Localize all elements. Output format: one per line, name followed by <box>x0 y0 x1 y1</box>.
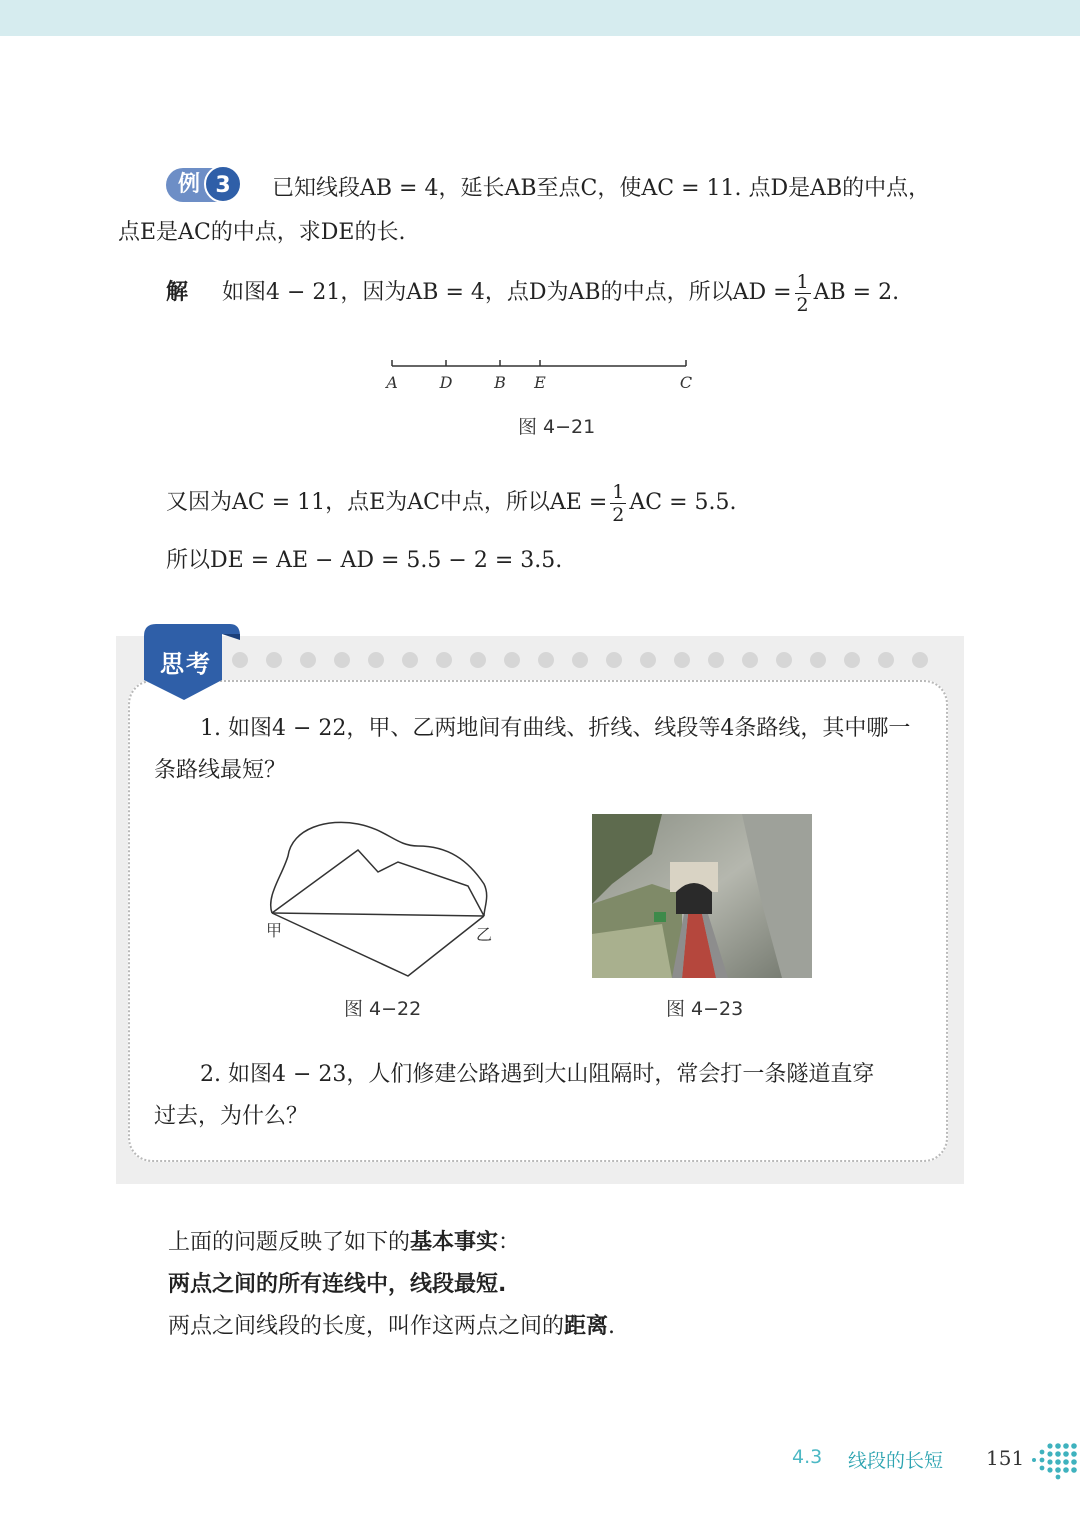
solution-line1-post: AB = 2. <box>813 280 900 305</box>
basic-fact-intro <box>168 1228 520 1258</box>
basic-fact-statement-text: 两点之间的所有连线中，线段最短. <box>168 1272 507 1297</box>
distance-definition-post: . <box>608 1314 616 1339</box>
page-dots-decoration-icon <box>1030 1440 1078 1480</box>
solution-line2 <box>166 476 737 530</box>
question-1-line1: 1. 如图4 − 22，甲、乙两地间有曲线、折线、线段等4条路线，其中哪一 <box>200 716 911 741</box>
footer-section-number: 4.3 <box>792 1446 823 1468</box>
question-1-line2: 条路线最短？ <box>154 758 287 783</box>
figure-4-22-routes <box>258 816 498 992</box>
fraction-numerator: 1 <box>796 270 809 293</box>
solution-line1-fraction <box>795 271 811 316</box>
tunnel-photo <box>592 814 812 978</box>
footer-section-title: 线段的长短 <box>848 1450 944 1472</box>
example-text-line1: 已知线段AB = 4，延长AB至点C，使AC = 11. 点D是AB的中点， <box>272 176 931 201</box>
fraction-numerator: 1 <box>612 480 625 503</box>
figure-4-22-caption: 图 4−22 <box>344 998 422 1020</box>
fraction-denominator: 2 <box>796 293 809 316</box>
example-badge-number: 3 <box>204 165 242 203</box>
solution-label: 解 <box>166 280 189 305</box>
point-label-e: E <box>534 373 546 392</box>
distance-definition-pre: 两点之间线段的长度，叫作这两点之间的 <box>168 1314 565 1339</box>
distance-definition <box>168 1312 615 1342</box>
example-badge-label: 例 <box>177 172 200 197</box>
example-text-line2: 点E是AC的中点，求DE的长. <box>118 220 406 245</box>
fraction-denominator: 2 <box>612 503 625 526</box>
point-label-a: A <box>386 373 398 392</box>
solution-line2-pre: 又因为AC = 11，点E为AC中点，所以AE = <box>166 490 608 515</box>
figure-4-21-caption: 图 4−21 <box>518 416 596 438</box>
solution-line3: 所以DE = AE − AD = 5.5 − 2 = 3.5. <box>166 548 563 573</box>
question-2-line1: 2. 如图4 − 23，人们修建公路遇到大山阻隔时，常会打一条隧道直穿 <box>200 1062 875 1087</box>
basic-fact-intro-pre: 上面的问题反映了如下的 <box>168 1230 411 1255</box>
page-number: 151 <box>986 1446 1025 1470</box>
basic-fact-intro-post: ： <box>498 1230 521 1255</box>
solution-line2-post: AC = 5.5. <box>629 490 737 515</box>
notebook-rings-decoration <box>230 650 950 670</box>
solution-line1-pre: 如图4 − 21，因为AB = 4，点D为AB的中点，所以AD = <box>222 280 792 305</box>
point-label-b: B <box>494 373 506 392</box>
point-label-c: C <box>679 373 693 392</box>
example-badge <box>166 165 242 203</box>
place-label-jia: 甲 <box>266 921 283 940</box>
basic-fact-term: 基本事实 <box>410 1230 499 1255</box>
question-2-line2: 过去，为什么？ <box>154 1104 309 1129</box>
figure-4-23-caption: 图 4−23 <box>666 998 744 1020</box>
point-label-d: D <box>439 373 453 392</box>
solution-line2-fraction <box>610 481 626 526</box>
distance-term: 距离 <box>564 1314 609 1339</box>
solution-line1 <box>222 266 899 320</box>
place-label-yi: 乙 <box>476 925 493 944</box>
think-tab-label: 思考 <box>160 650 212 678</box>
basic-fact-statement <box>168 1270 506 1300</box>
top-header-band <box>0 0 1080 36</box>
figure-4-21-segment <box>380 356 700 400</box>
